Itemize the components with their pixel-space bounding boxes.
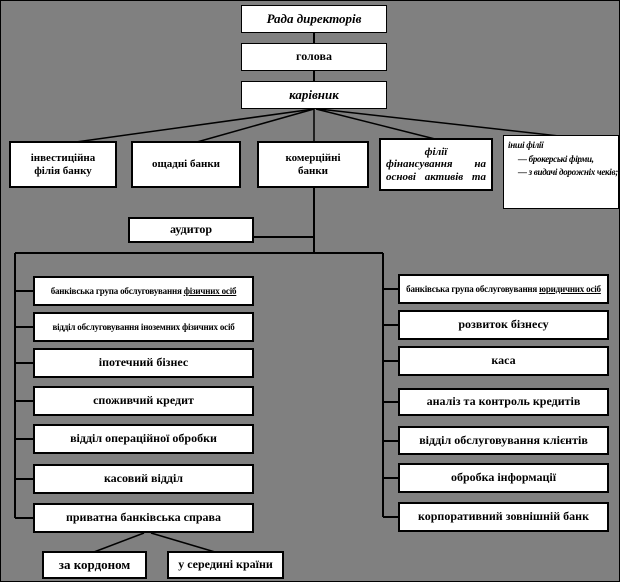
node-label: аналіз та контроль кредитів	[426, 394, 581, 409]
node-label: приватна банківська справа	[65, 510, 222, 525]
node-retail-item-cash	[33, 464, 254, 494]
node-corporate-item-cash-desk	[398, 346, 609, 376]
node-private-banking	[33, 503, 254, 533]
label-prefix: банківська група обслуговування	[406, 283, 540, 294]
node-label: обробка інформації	[450, 470, 557, 485]
node-label: каса	[491, 353, 516, 368]
node-commercial-banks	[257, 141, 369, 188]
node-label: відділ обслуговування клієнтів	[419, 432, 588, 447]
node-label: ощадні банки	[151, 158, 220, 171]
label-prefix: банківська група обслуговування	[50, 285, 184, 296]
node-label: корпоративний зовнішній банк	[417, 509, 590, 524]
node-corporate-external-bank	[398, 502, 609, 532]
node-label: відділ обслуговування іноземних фізичних осіб	[52, 321, 235, 332]
node-retail-item-consumer-credit	[33, 386, 254, 416]
node-label-line: основі активів та	[386, 170, 486, 183]
node-corporate-group-header	[398, 274, 609, 304]
node-label: карівник	[289, 86, 339, 102]
node-corporate-item-client-service	[398, 426, 609, 455]
node-label: іпотечний бізнес	[98, 355, 189, 370]
node-manager	[241, 81, 387, 109]
node-other-branches	[503, 135, 619, 209]
node-label: розвиток бізнесу	[458, 317, 549, 332]
node-retail-item-mortgage	[33, 348, 254, 378]
node-label: відділ операційної обробки	[70, 431, 217, 446]
connector	[197, 109, 314, 142]
connector	[94, 533, 144, 552]
node-label: голова	[296, 49, 332, 64]
label-underlined: фізичних осіб	[183, 285, 237, 296]
node-label	[35, 286, 252, 296]
node-investment-branch	[9, 141, 117, 188]
node-label-line: філія банку	[34, 164, 92, 177]
node-label: споживчий кредит	[93, 393, 194, 408]
node-label: касовий відділ	[103, 471, 184, 486]
node-label: у середині країни	[178, 557, 273, 572]
node-label-line: — з видачі дорожніх чеків;	[518, 167, 618, 177]
node-corporate-item-business-dev	[398, 310, 609, 340]
node-label: за кордоном	[58, 556, 131, 572]
node-chairman	[241, 43, 387, 71]
node-label-line: банки	[297, 164, 328, 177]
node-abroad	[42, 551, 147, 579]
node-label	[400, 284, 607, 294]
connector	[76, 109, 314, 142]
node-retail-item-operations	[33, 424, 254, 454]
node-label-line: — брокерські фірми,	[518, 153, 594, 164]
node-domestic	[167, 551, 284, 579]
connector	[151, 533, 215, 552]
node-board-of-directors	[241, 5, 387, 33]
node-retail-group-header	[33, 276, 254, 306]
node-label: аудитор	[169, 222, 213, 237]
connector	[316, 109, 435, 139]
node-label-line: філії	[424, 145, 448, 158]
node-asset-finance-branches	[379, 138, 493, 191]
node-label-line: інвестиційна	[30, 151, 96, 164]
node-corporate-item-info-processing	[398, 463, 609, 493]
connector	[319, 109, 559, 136]
node-label-line: інші філії	[508, 140, 544, 150]
node-auditor	[128, 217, 254, 243]
label-underlined: юридичних осіб	[539, 283, 601, 294]
node-label: Рада директорів	[266, 10, 362, 26]
node-corporate-item-credit-control	[398, 388, 609, 416]
node-savings-banks	[131, 141, 241, 188]
node-label-line: комерційні	[285, 151, 341, 164]
node-retail-item-vip	[33, 312, 254, 342]
node-label-line: фінансування на	[386, 158, 486, 171]
